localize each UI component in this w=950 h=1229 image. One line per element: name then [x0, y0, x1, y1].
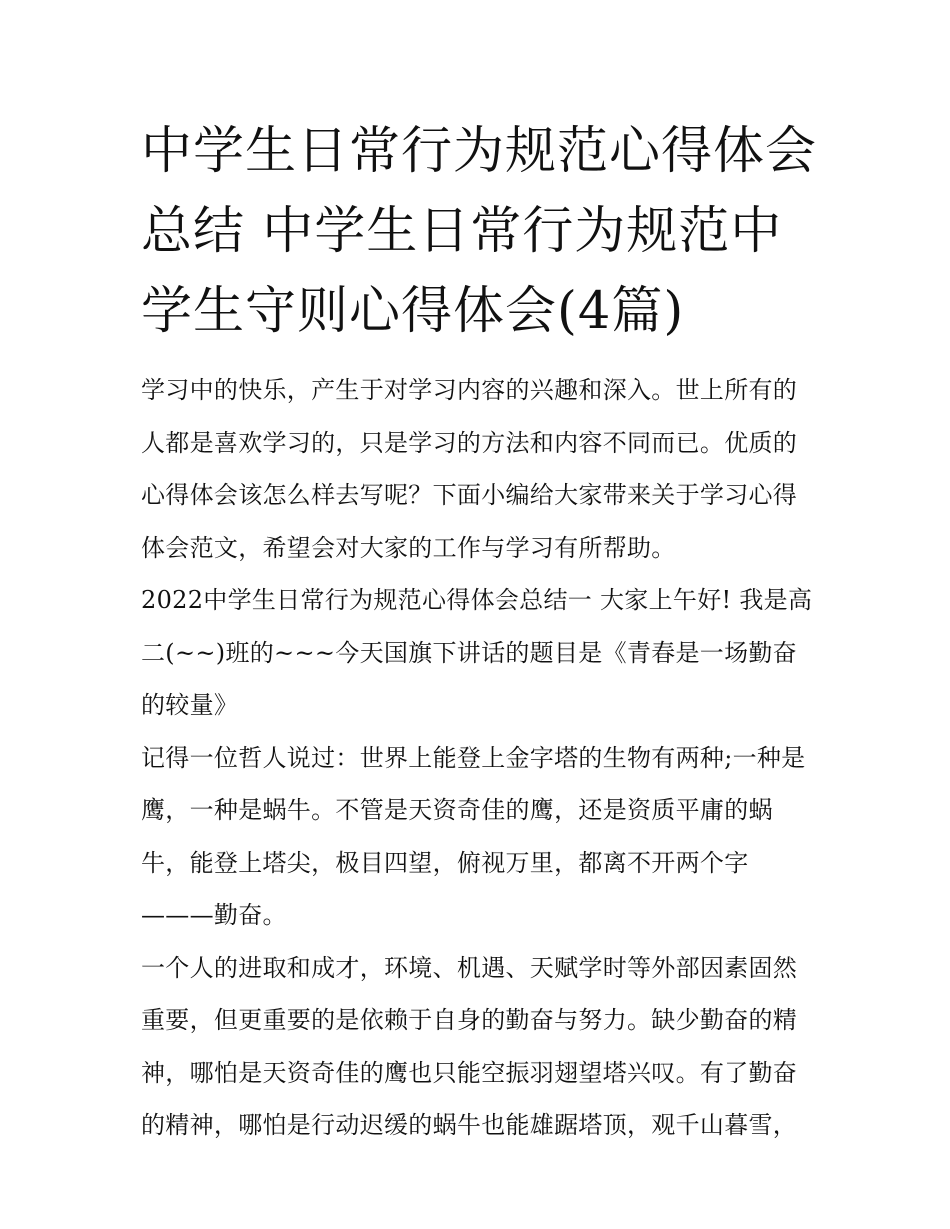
paragraph-diligence: 一个人的进取和成才，环境、机遇、天赋学时等外部因素固然重要，但更重要的是依赖于自身的勤奋与努力。缺少勤奋的精神，哪怕是天资奇佳的鹰也只能空振羽翅望塔兴叹。有了勤奋的精神，哪怕是行动迟缓的蜗牛也能雄踞塔顶，观千山暮雪， — [141, 953, 798, 1139]
paragraph-speech-opening: 2022中学生日常行为规范心得体会总结一 大家上午好! 我是高二(~~)班的~~~今天国旗下讲话的题目是《青春是一场勤奋的较量》 — [141, 586, 813, 719]
document-title: 中学生日常行为规范心得体会总结 中学生日常行为规范中学生守则心得体会(4篇) — [141, 122, 818, 341]
document-body — [141, 364, 821, 1152]
document-page — [141, 112, 821, 1152]
paragraph-philosopher-quote: 记得一位哲人说过：世界上能登上金字塔的生物有两种;一种是鹰，一种是蜗牛。不管是天资奇佳的鹰，还是资质平庸的蜗牛，能登上塔尖，极目四望，俯视万里，都离不开两个字———勤奋。 — [141, 743, 806, 929]
paragraph-intro: 学习中的快乐，产生于对学习内容的兴趣和深入。世上所有的人都是喜欢学习的，只是学习的方法和内容不同而已。优质的心得体会该怎么样去写呢？下面小编给大家带来关于学习心得体会范文，希望会对大家的工作与学习有所帮助。 — [141, 376, 798, 562]
